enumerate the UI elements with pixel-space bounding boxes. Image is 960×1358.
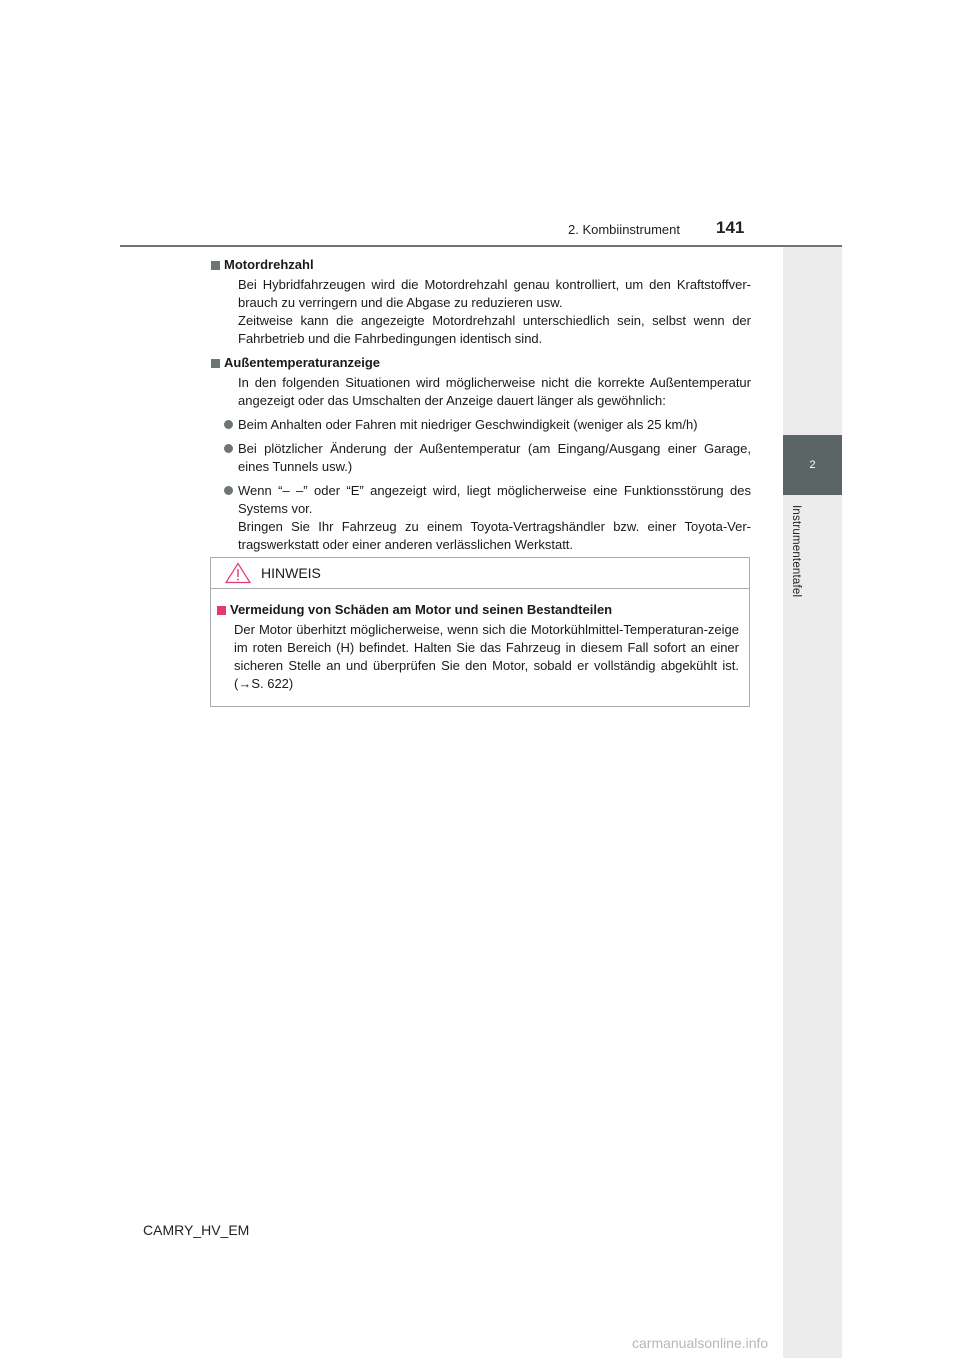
list-item-line: Wenn “– –” oder “E” angezeigt wird, liegt möglicherweise eine Funktionsstörung des Systems vor. bbox=[238, 483, 751, 516]
circle-bullet-icon bbox=[224, 444, 233, 453]
paragraph: In den folgenden Situationen wird möglicherweise nicht die korrekte Außentemperatur angezeigt oder das Umschalten der Anzeige dauert länger als gewöhnlich: bbox=[238, 375, 751, 408]
notice-header bbox=[211, 558, 749, 589]
list-item bbox=[224, 440, 751, 476]
notice-title-text: Vermeidung von Schäden am Motor und seinen Bestandteilen bbox=[230, 602, 613, 617]
page-number: 141 bbox=[716, 218, 745, 237]
warning-triangle-icon bbox=[225, 562, 251, 584]
list-item-line: Bringen Sie Ihr Fahrzeug zu einem Toyota-Vertragshändler bzw. einer Toyota-Ver-tragswerkstatt oder einer anderen verlässlichen Werkstatt. bbox=[238, 519, 751, 552]
list-item-text: Beim Anhalten oder Fahren mit niedriger Geschwindigkeit (weniger als 25 km/h) bbox=[238, 417, 698, 432]
square-bullet-icon bbox=[211, 359, 220, 368]
list-item-text: Bei plötzlicher Änderung der Außentemperatur (am Eingang/Ausgang einer Garage, eines Tunnels usw.) bbox=[238, 441, 751, 474]
document-code: CAMRY_HV_EM bbox=[143, 1222, 250, 1238]
list-item bbox=[224, 482, 751, 554]
running-header-section: 2. Kombiinstrument bbox=[568, 222, 680, 237]
chapter-tab[interactable] bbox=[783, 435, 842, 495]
notice-text: Der Motor überhitzt möglicherweise, wenn sich die Motorkühlmittel-Temperaturan-zeige im roten Bereich (H) befindet. Halten Sie das Fahrzeug in diesem Fall sofort an einer sicheren Stelle an und überprüfen Sie den Motor, sobald er vollständig abgekühlt ist. (→S. 622) bbox=[234, 622, 739, 691]
watermark: carmanualsonline.info bbox=[632, 1335, 769, 1351]
notice-title bbox=[217, 601, 739, 619]
side-strip-top bbox=[783, 247, 842, 435]
square-bullet-icon bbox=[211, 261, 220, 270]
list-item-text bbox=[238, 482, 751, 554]
chapter-number: 2 bbox=[809, 459, 816, 471]
section-title: Außentemperaturanzeige bbox=[224, 355, 381, 370]
main-content bbox=[211, 256, 751, 554]
section-title: Motordrehzahl bbox=[224, 257, 314, 272]
section-heading-aussentemperatur bbox=[211, 354, 751, 372]
circle-bullet-icon bbox=[224, 486, 233, 495]
list-item bbox=[224, 416, 751, 434]
circle-bullet-icon bbox=[224, 420, 233, 429]
notice-box bbox=[210, 557, 750, 707]
chapter-label: Instrumententafel bbox=[790, 505, 802, 598]
square-bullet-icon bbox=[217, 606, 226, 615]
header-divider bbox=[120, 245, 842, 247]
paragraph: Bei Hybridfahrzeugen wird die Motordrehzahl genau kontrolliert, um den Kraftstoffver-brauch zu verringern und die Abgase zu reduzieren usw. bbox=[238, 277, 751, 310]
paragraph: Zeitweise kann die angezeigte Motordrehzahl unterschiedlich sein, selbst wenn der Fahrbetrieb und die Fahrbedingungen identisch sind. bbox=[238, 313, 751, 346]
section-heading-motordrehzahl bbox=[211, 256, 751, 274]
notice-body bbox=[211, 589, 749, 693]
notice-label: HINWEIS bbox=[261, 565, 321, 581]
side-strip-bottom bbox=[783, 495, 842, 1358]
